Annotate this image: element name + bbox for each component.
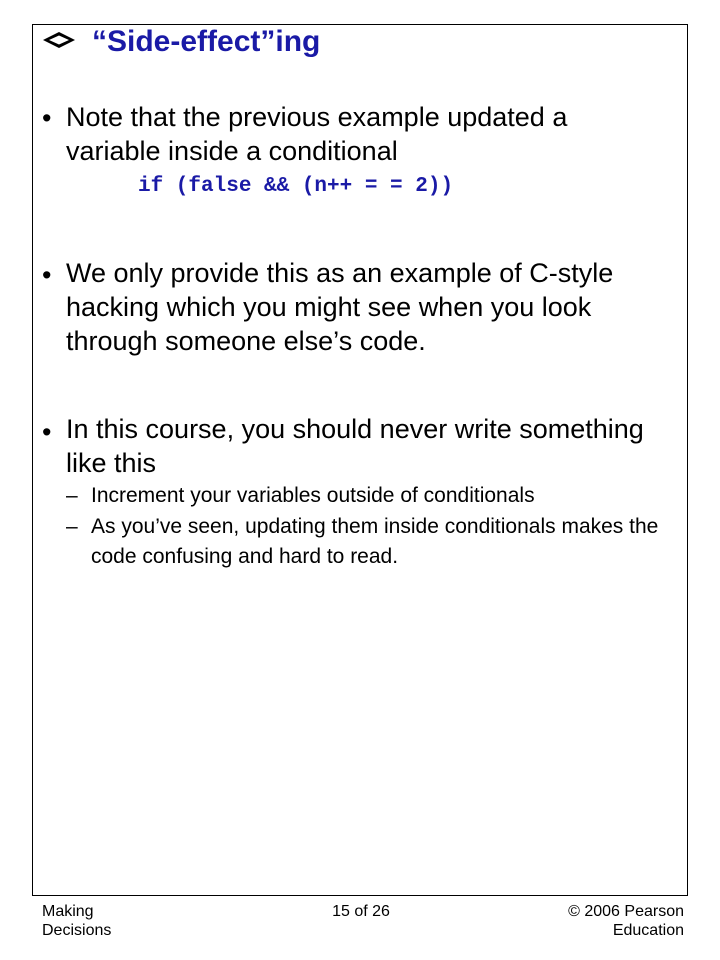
page-number: 15 of 26 [332, 903, 390, 920]
slide-title: “Side-effect”ing [92, 25, 321, 58]
sub-bullet-marker: – [66, 484, 78, 507]
sub-bullet-marker: – [66, 515, 78, 538]
footer-left-line1: Making [42, 903, 94, 920]
bullet-marker: • [42, 103, 52, 133]
footer-left-line2: Decisions [42, 922, 112, 939]
diamond-bullet-icon [42, 31, 76, 49]
bullet-marker: • [42, 260, 52, 290]
bullet-text-3: In this course, you should never write something like this [66, 414, 644, 478]
footer-right-line1: © 2006 Pearson [568, 903, 684, 920]
bullet-text-1: Note that the previous example updated a variable inside a conditional [66, 102, 568, 166]
sub-bullet-text-1: Increment your variables outside of conditionals [91, 484, 535, 507]
bullet-text-2: We only provide this as an example of C-style hacking which you might see when you look through someone else’s code. [66, 258, 614, 356]
sub-bullet-text-2: As you’ve seen, updating them inside conditionals makes the code confusing and hard to read. [91, 515, 659, 568]
code-snippet: if (false && (n++ = = 2)) [138, 175, 454, 198]
footer-left [42, 902, 111, 940]
footer-right-line2: Education [612, 922, 684, 939]
bullet-marker: • [42, 417, 52, 447]
footer-right [568, 902, 684, 940]
